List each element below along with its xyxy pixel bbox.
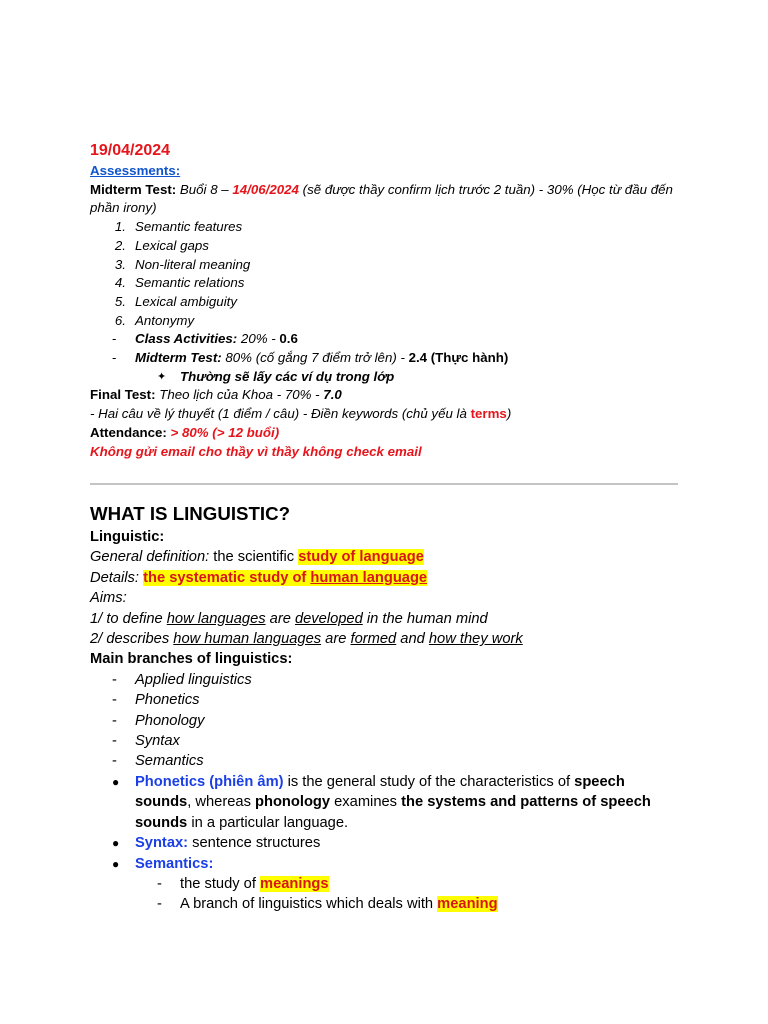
star-icon: ✦ [157,370,167,383]
list-item: ● Semantics: [90,854,680,874]
list-item: 6. Antonymy [114,312,195,328]
list-item: - Semantics [112,753,204,770]
branches-list [90,670,680,772]
general-definition: General definition: the scientific study of language [90,549,424,566]
list-item: - Class Activities: 20% - 0.6 [112,331,298,347]
linguistic-section [90,501,680,915]
final-detail: - Hai câu về lý thuyết (1 điểm / câu) - Điền keywords (chủ yếu là terms) [90,406,512,422]
list-item: 4. Semantic relations [114,275,245,291]
branches-label: Main branches of linguistics: [90,651,293,668]
list-item: - Midterm Test: 80% (cố gắng 7 điểm trở lên) - 2.4 (Thực hành) [112,350,509,366]
section-divider [90,483,678,485]
sub-note [90,368,680,387]
attendance-line: Attendance: > 80% (> 12 buổi) [90,424,280,440]
list-item: ● Phonetics (phiên âm) is the general study of the characteristics of speech sounds, whereas phonology examines the systems and patterns of speech sounds in a particular language. [112,773,651,831]
topic-list [90,218,680,330]
list-item: - the study of meanings [157,875,329,892]
list-item: - Phonetics [112,692,200,709]
branch-details [90,772,680,874]
assessment-section [90,140,680,461]
list-item: - Applied linguistics [112,671,252,688]
bullet-icon: ● [112,836,120,851]
details-line: Details: the systematic study of human language [90,569,428,586]
section-title: WHAT IS LINGUISTIC? [90,503,291,524]
aim-1: 1/ to define how languages are developed in the human mind [90,610,488,627]
midterm-date: 14/06/2024 [232,181,299,197]
list-item: - Phonology [112,712,205,729]
list-item: - Syntax [112,733,180,750]
grade-breakdown [90,330,680,367]
assessments-link[interactable]: Assessments: [90,163,181,178]
list-item: 2. Lexical gaps [114,237,209,253]
list-item: 3. Non-literal meaning [114,256,251,272]
linguistic-label: Linguistic: [90,529,165,545]
date-heading: 19/04/2024 [90,142,171,159]
email-warning: Không gửi email cho thầy vì thầy không check email [90,443,422,459]
list-item: 5. Lexical ambiguity [114,293,237,309]
semantics-sublist [90,874,680,915]
midterm-line: Midterm Test: Buổi 8 – 14/06/2024 (sẽ được thầy confirm lịch trước 2 tuần) - 30% (Học từ đầu đến phần irony) [90,181,673,216]
bullet-icon: ● [112,774,120,789]
list-item: - A branch of linguistics which deals with meaning [157,896,498,913]
list-item: ✦ Thường sẽ lấy các ví dụ trong lớp [90,368,680,387]
aims-label: Aims: [90,590,127,607]
bullet-icon: ● [112,856,120,871]
list-item: 1. Semantic features [114,219,243,235]
aim-2: 2/ describes how human languages are formed and how they work [90,631,523,648]
list-item: ● Syntax: sentence structures [90,833,680,853]
final-line: Final Test: Theo lịch của Khoa - 70% - 7.0 [90,387,342,403]
